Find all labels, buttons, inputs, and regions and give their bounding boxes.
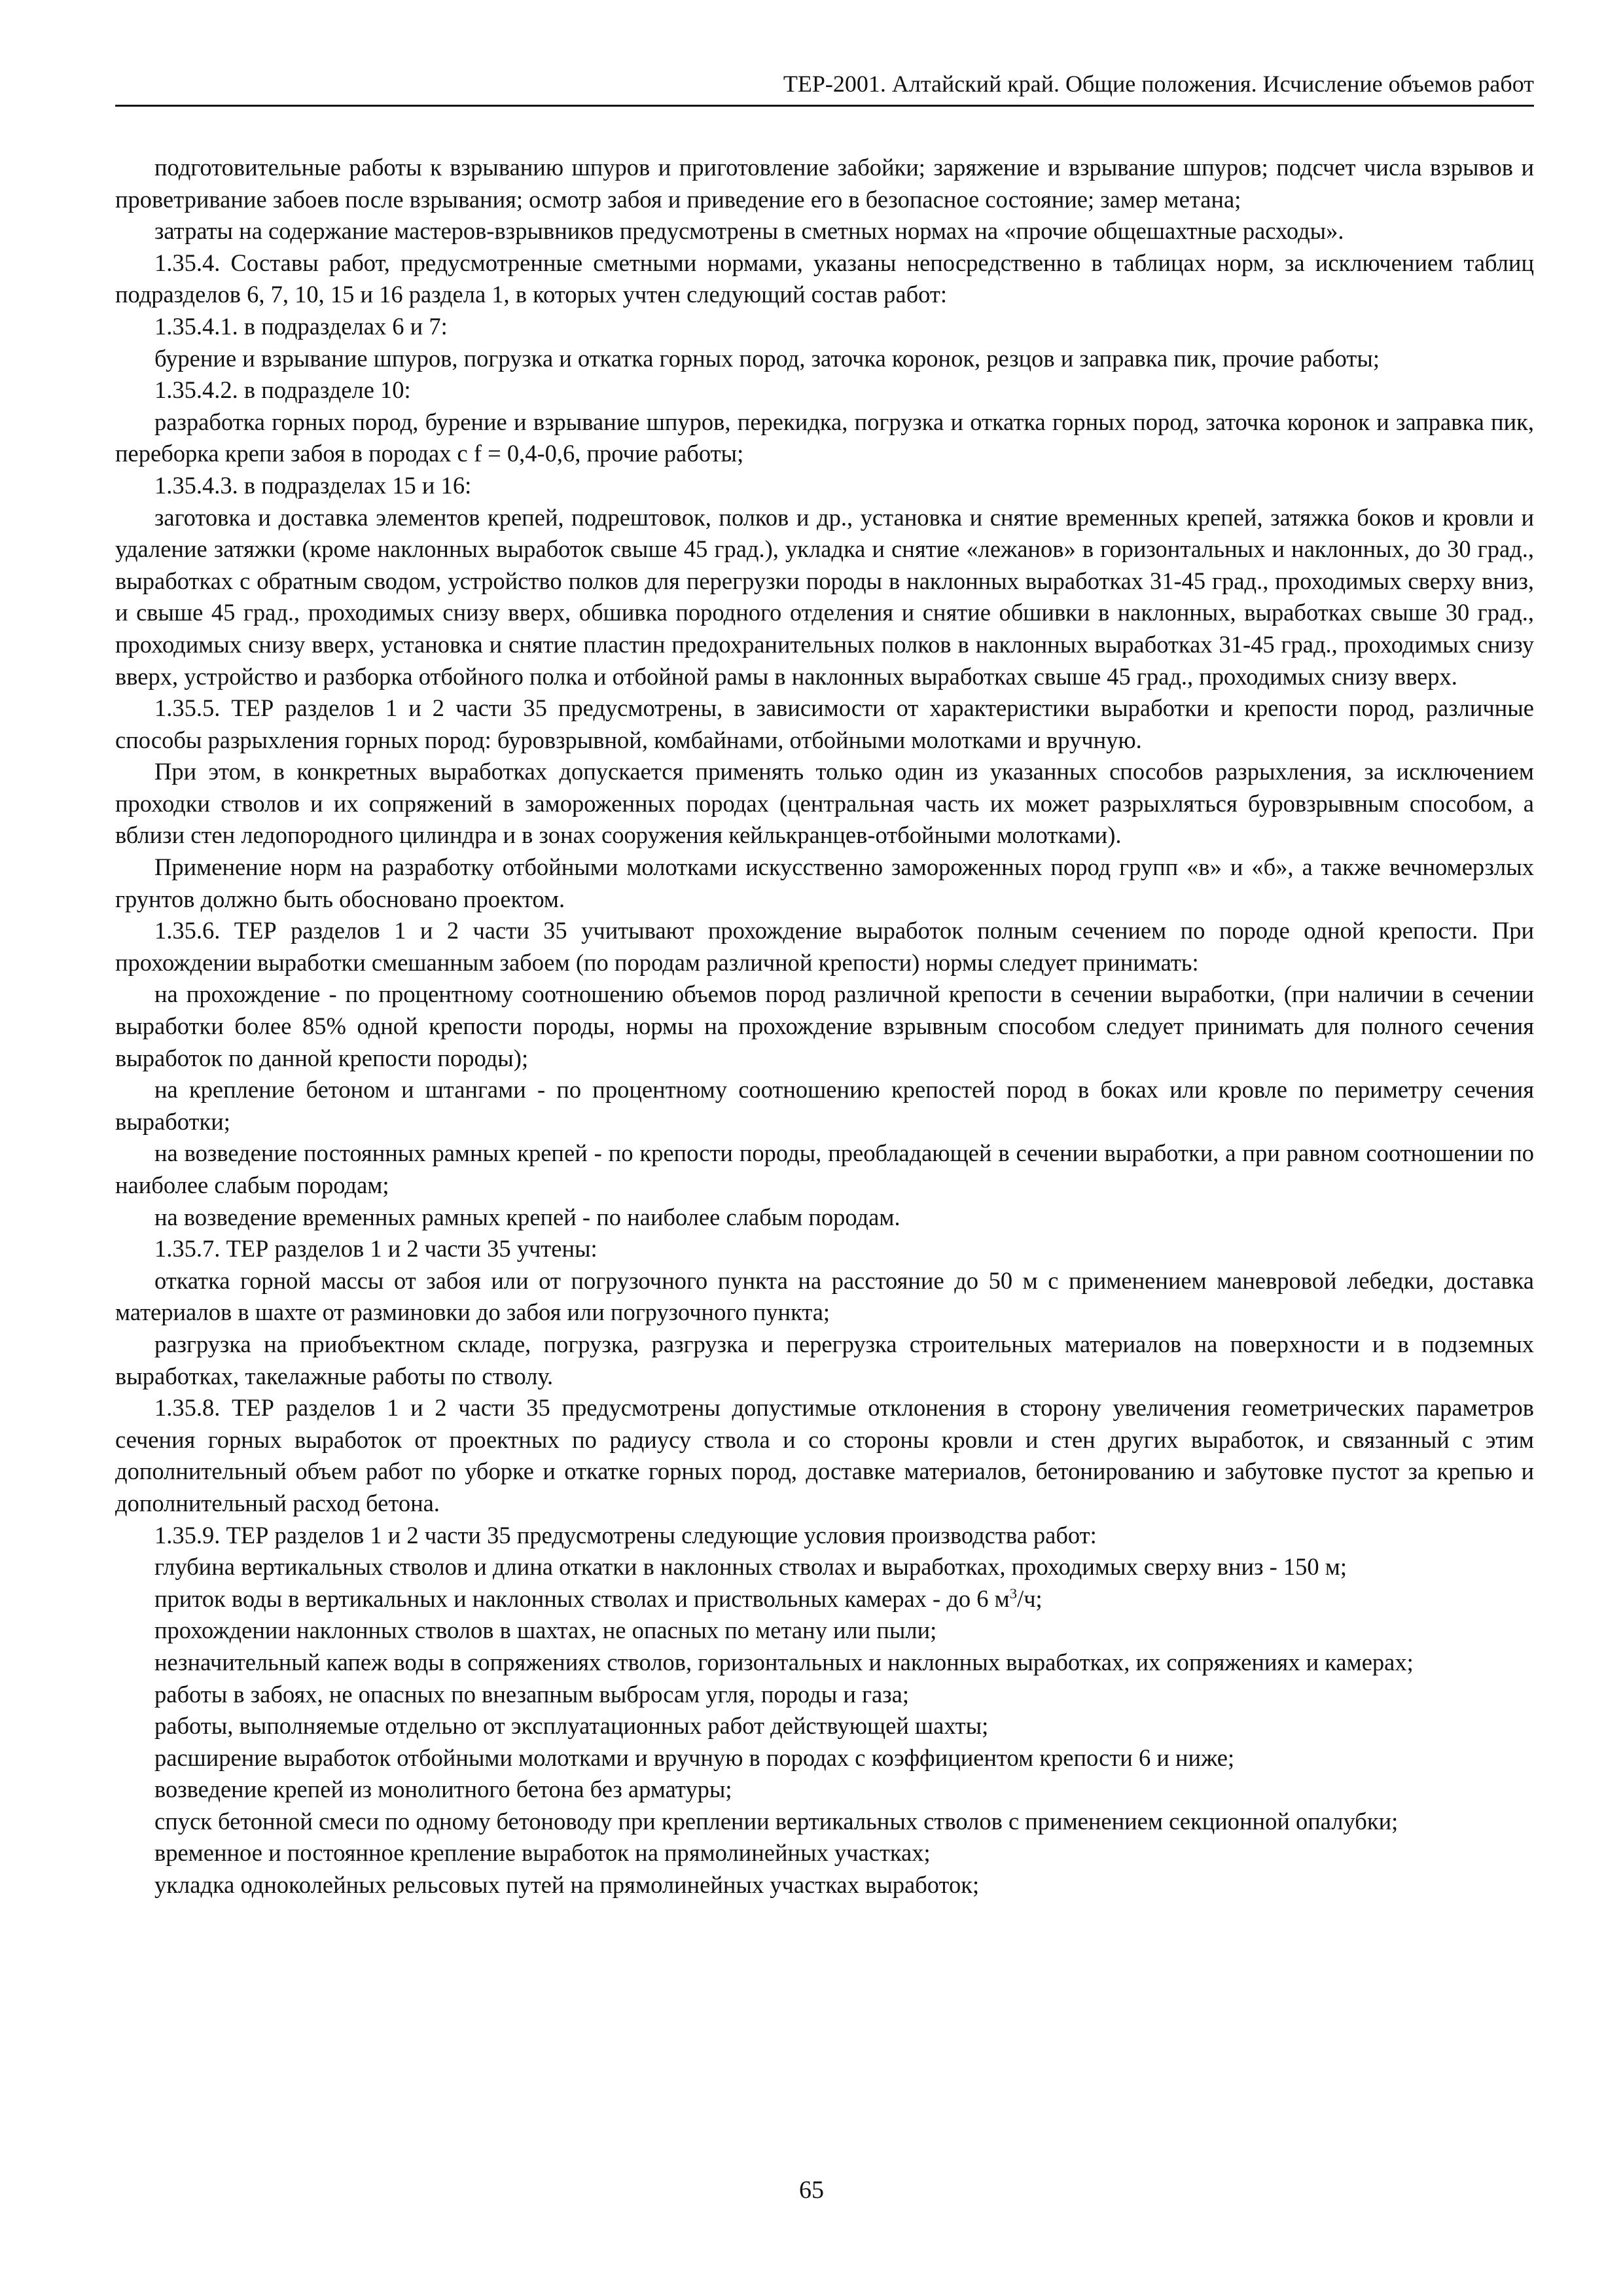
paragraph: работы в забоях, не опасных по внезапным выбросам угля, породы и газа; (154, 1680, 909, 1708)
paragraph: прохождении наклонных стволов в шахтах, не опасных по метану или пыли; (154, 1617, 937, 1644)
superscript: 3 (1009, 1585, 1018, 1602)
paragraph: разгрузка на приобъектном складе, погрузка, разгрузка и перегрузка строительных материалов на поверхности и в подземных выработках, такелажные работы по стволу. (115, 1330, 1534, 1390)
paragraph: работы, выполняемые отдельно от эксплуатационных работ действующей шахты; (154, 1712, 989, 1740)
paragraph-water-inflow (115, 1583, 1534, 1615)
paragraph: 1.35.5. ТЕР разделов 1 и 2 части 35 предусмотрены, в зависимости от характеристики выработки и крепости пород, различные способы разрыхления горных пород: буровзрывной, комбайнами, отбойными молотками и вручную. (115, 694, 1534, 753)
paragraph: подготовительные работы к взрыванию шпуров и приготовление забойки; заряжение и взрывание шпуров; подсчет числа взрывов и проветривание забоев после взрывания; осмотр забоя и приведение его в безопасное состояние; замер метана; (115, 154, 1534, 213)
paragraph: 1.35.4.2. в подразделе 10: (154, 376, 411, 404)
paragraph: При этом, в конкретных выработках допускается применять только один из указанных способов разрыхления, за исключением проходки стволов и их сопряжений в замороженных породах (центральная часть их может разрыхляться буровзрывным способом, а вблизи стен ледопородного цилиндра и в зонах сооружения кейлькранцев-отбойными молотками). (115, 758, 1534, 849)
paragraph: заготовка и доставка элементов крепей, подрештовок, полков и др., установка и снятие временных крепей, затяжка боков и кровли и удаление затяжки (кроме наклонных выработок свыше 45 град.), укладка и снятие «лежанов» в горизонтальных и наклонных, до 30 град., выработках с обратным сводом, устройство полков для перегрузки породы в наклонных выработках 31-45 град., проходимых сверху вниз, и свыше 45 град., проходимых снизу вверх, обшивка породного отделения и снятие обшивки в наклонных, выработках свыше 30 град., проходимых снизу вверх, установка и снятие пластин предохранительных полков в наклонных выработках 31-45 град., проходимых снизу вверх, устройство и разборка отбойного полка и отбойной рамы в наклонных выработках свыше 45 град., проходимых снизу вверх. (115, 503, 1534, 690)
paragraph: бурение и взрывание шпуров, погрузка и откатка горных пород, заточка коронок, резцов и заправка пик, прочие работы; (154, 344, 1380, 372)
paragraph: расширение выработок отбойными молотками и вручную в породах с коэффициентом крепости 6 и ниже; (154, 1744, 1235, 1771)
paragraph: 1.35.4. Составы работ, предусмотренные сметными нормами, указаны непосредственно в таблицах норм, за исключением таблиц подразделов 6, 7, 10, 15 и 16 раздела 1, в которых учтен следующий состав работ: (115, 249, 1534, 308)
running-header: ТЕР-2001. Алтайский край. Общие положения. Исчисление объемов работ (783, 71, 1534, 97)
paragraph: 1.35.7. ТЕР разделов 1 и 2 части 35 учтены: (154, 1235, 597, 1263)
paragraph: 1.35.4.1. в подразделах 6 и 7: (154, 312, 448, 340)
paragraph: 1.35.6. ТЕР разделов 1 и 2 части 35 учитывают прохождение выработок полным сечением по породе одной крепости. При прохождении выработки смешанным забоем (по породам различной крепости) нормы следует принимать: (115, 917, 1534, 976)
paragraph: незначительный капеж воды в сопряжениях стволов, горизонтальных и наклонных выработках, их сопряжениях и камерах; (154, 1648, 1414, 1676)
paragraph: Применение норм на разработку отбойными молотками искусственно замороженных пород групп «в» и «б», а также вечномерзлых грунтов должно быть обосновано проектом. (115, 853, 1534, 912)
header-divider (115, 105, 1534, 107)
document-body (115, 152, 1534, 1901)
paragraph: откатка горной массы от забоя или от погрузочного пункта на расстояние до 50 м с применением маневровой лебедки, доставка материалов в шахте от разминовки до забоя или погрузочного пункта; (115, 1266, 1534, 1326)
paragraph: 1.35.8. ТЕР разделов 1 и 2 части 35 предусмотрены допустимые отклонения в сторону увеличения геометрических параметров сечения горных выработок от проектных по радиусу ствола и со стороны кровли и стен других выработок, и связанный с этим дополнительный объем работ по уборке и откатке горных пород, доставке материалов, бетонированию и забутовке пустот за крепью и дополнительный расход бетона. (115, 1394, 1534, 1516)
paragraph: укладка одноколейных рельсовых путей на прямолинейных участках выработок; (154, 1871, 980, 1899)
paragraph: спуск бетонной смеси по одному бетоноводу при креплении вертикальных стволов с применением секционной опалубки; (154, 1807, 1399, 1835)
paragraph: на возведение временных рамных крепей - по наиболее слабым породам. (154, 1203, 901, 1230)
paragraph: временное и постоянное крепление выработок на прямолинейных участках; (154, 1839, 931, 1867)
paragraph: на прохождение - по процентному соотношению объемов пород различной крепости в сечении выработки, (при наличии в сечении выработки более 85% одной крепости породы, нормы на прохождение взрывным способом следует принимать для полного сечения выработок по данной крепости породы); (115, 980, 1534, 1071)
paragraph: 1.35.9. ТЕР разделов 1 и 2 части 35 предусмотрены следующие условия производства работ: (154, 1521, 1097, 1549)
text-run: /ч; (1017, 1585, 1043, 1612)
paragraph: 1.35.4.3. в подразделах 15 и 16: (154, 471, 472, 499)
paragraph: глубина вертикальных стволов и длина откатки в наклонных стволах и выработках, проходимых сверху вниз - 150 м; (154, 1553, 1347, 1581)
paragraph: на крепление бетоном и штангами - по процентному соотношению крепостей пород в боках или кровле по периметру сечения выработки; (115, 1076, 1534, 1135)
page-number: 65 (799, 2176, 824, 2204)
paragraph: затраты на содержание мастеров-взрывников предусмотрены в сметных нормах на «прочие общешахтные расходы». (154, 217, 1344, 245)
paragraph: возведение крепей из монолитного бетона без арматуры; (154, 1776, 732, 1803)
text-run: приток воды в вертикальных и наклонных стволах и приствольных камерах - до 6 м (154, 1585, 1010, 1612)
paragraph: разработка горных пород, бурение и взрывание шпуров, перекидка, погрузка и откатка горных пород, заточка коронок и заправка пик, переборка крепи забоя в породах с f = 0,4-0,6, прочие работы; (115, 408, 1534, 467)
paragraph: на возведение постоянных рамных крепей - по крепости породы, преобладающей в сечении выработки, а при равном соотношении по наиболее слабым породам; (115, 1139, 1534, 1198)
